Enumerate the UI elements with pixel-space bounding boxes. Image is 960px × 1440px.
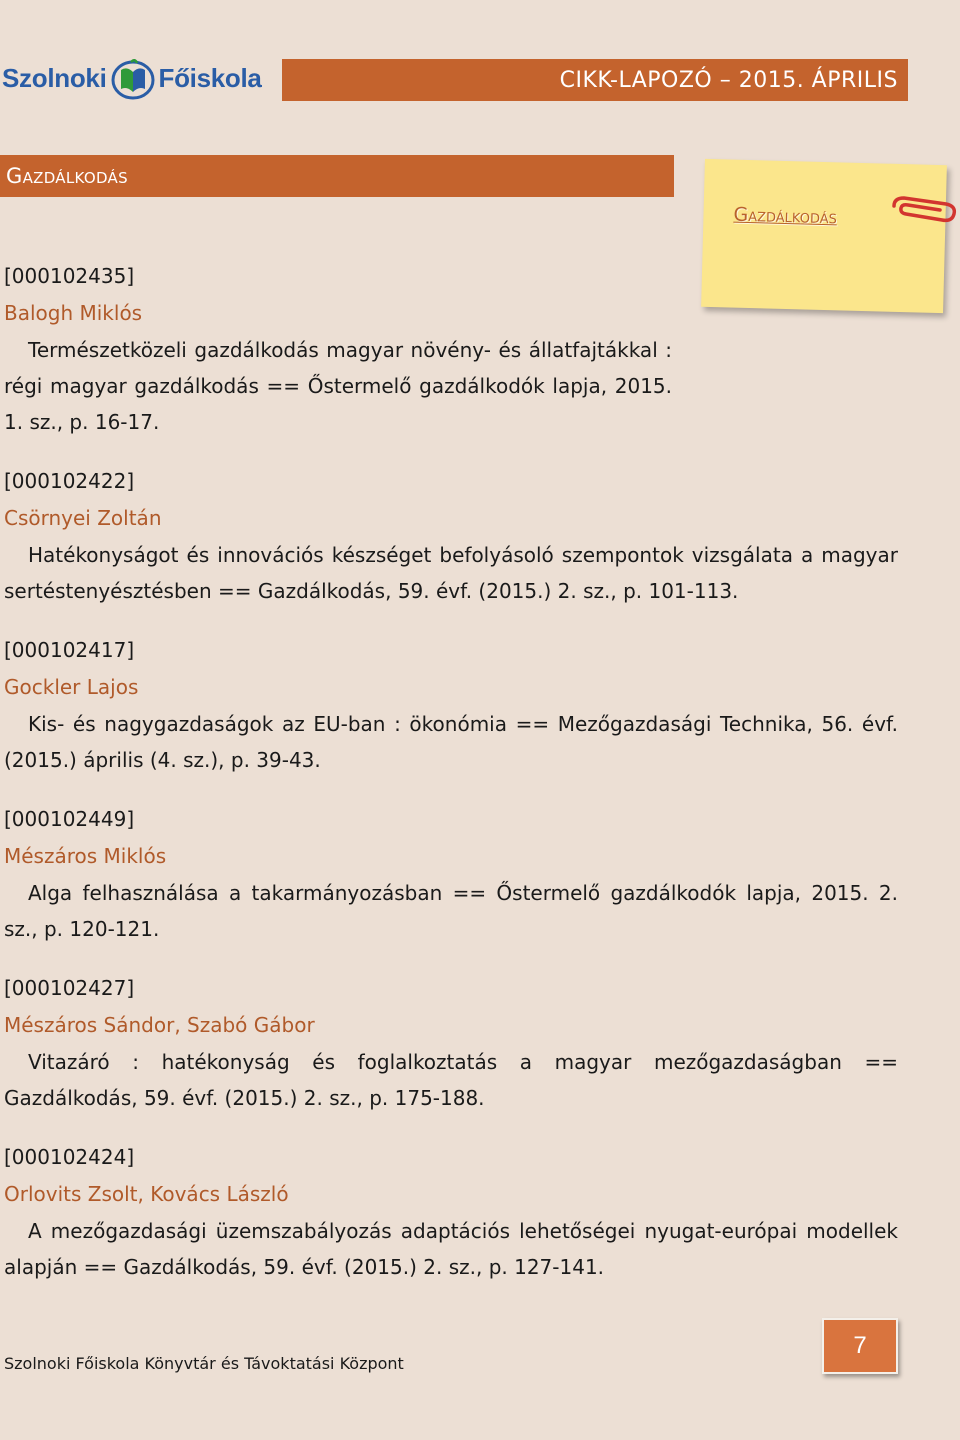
entry-5 — [4, 970, 898, 1116]
section-banner — [0, 155, 674, 197]
sticky-note-label: Gazdálkodás — [733, 203, 838, 229]
header-banner — [282, 59, 908, 101]
entry-id: [000102435] — [4, 264, 135, 288]
entry-author: Orlovits Zsolt, Kovács László — [4, 1182, 289, 1206]
open-book-logo-icon — [111, 56, 155, 100]
entry-6 — [4, 1139, 898, 1285]
logo-text-szolnoki: Szolnoki — [2, 62, 107, 93]
entry-id: [000102424] — [4, 1145, 135, 1169]
entry-author: Gockler Lajos — [4, 675, 139, 699]
paperclip-icon — [890, 192, 960, 228]
sticky-note — [701, 159, 947, 313]
college-logo — [2, 56, 262, 100]
entry-id: [000102427] — [4, 976, 135, 1000]
entry-author: Csörnyei Zoltán — [4, 506, 162, 530]
page-number: 7 — [853, 1332, 867, 1359]
entry-id: [000102449] — [4, 807, 135, 831]
entry-description: Kis- és nagygazdaságok az EU-ban : ökonómia == Mezőgazdasági Technika, 56. évf. (2015.) április (4. sz.), p. 39-43. — [4, 712, 898, 772]
entry-4 — [4, 801, 898, 947]
footer-institution: Szolnoki Főiskola Könyvtár és Távoktatási Központ — [4, 1354, 404, 1373]
section-title: Gazdálkodás — [6, 164, 128, 188]
entry-description: Alga felhasználása a takarmányozásban == Őstermelő gazdálkodók lapja, 2015. 2. sz., p. 120-121. — [4, 881, 898, 941]
entry-1 — [4, 258, 672, 440]
entry-author: Mészáros Sándor, Szabó Gábor — [4, 1013, 315, 1037]
entry-author: Mészáros Miklós — [4, 844, 167, 868]
entry-3 — [4, 632, 898, 778]
page-number-box — [822, 1318, 898, 1374]
entry-description: Természetközeli gazdálkodás magyar növény- és állatfajtákkal : régi magyar gazdálkodás == Őstermelő gazdálkodók lapja, 2015. 1. sz., p. 16-17. — [4, 338, 672, 434]
entry-description: A mezőgazdasági üzemszabályozás adaptációs lehetőségei nyugat-európai modellek alapján == Gazdálkodás, 59. évf. (2015.) 2. sz., p. 127-141. — [4, 1219, 898, 1279]
entry-id: [000102422] — [4, 469, 135, 493]
logo-text-foiskola: Főiskola — [158, 62, 262, 93]
entry-description: Hatékonyságot és innovációs készséget befolyásoló szempontok vizsgálata a magyar sertéstenyésztésben == Gazdálkodás, 59. évf. (2015.) 2. sz., p. 101-113. — [4, 543, 898, 603]
entry-description: Vitazáró : hatékonyság és foglalkoztatás a magyar mezőgazdaságban == Gazdálkodás, 59. évf. (2015.) 2. sz., p. 175-188. — [4, 1050, 898, 1110]
entry-author: Balogh Miklós — [4, 301, 143, 325]
entry-2 — [4, 463, 898, 609]
entry-id: [000102417] — [4, 638, 135, 662]
issue-title: CIKK-LAPOZÓ – 2015. ÁPRILIS — [559, 67, 898, 93]
